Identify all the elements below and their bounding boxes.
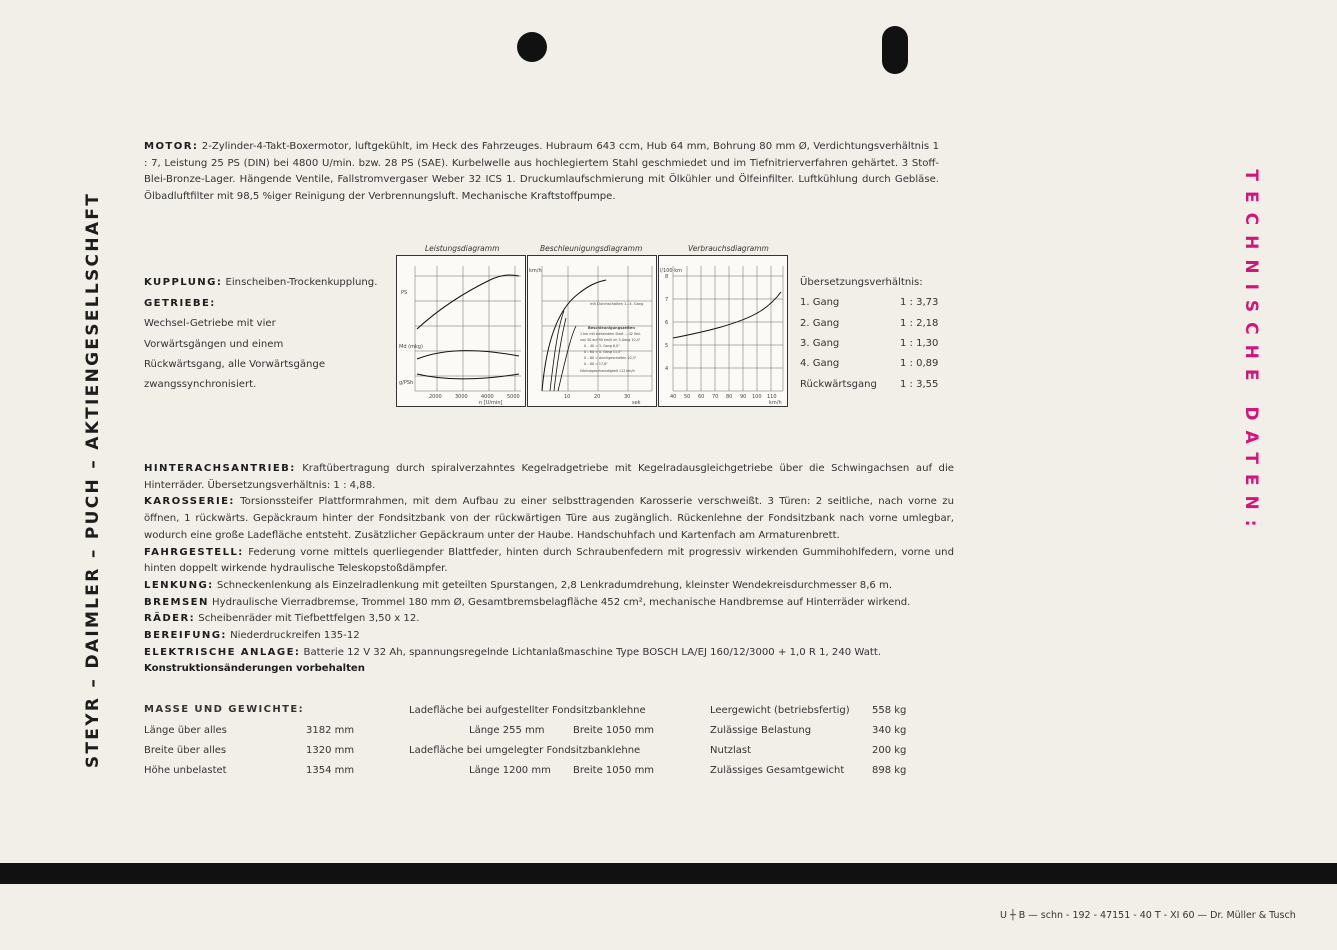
ladeflaeche-2-laenge: Länge 1200 mm xyxy=(469,765,551,776)
verbrauch-xtick: 50 xyxy=(684,394,691,400)
verbrauch-xunit: km/h xyxy=(769,400,782,406)
hoehe-label: Höhe unbelastet xyxy=(144,765,227,776)
ladeflaeche-1-title: Ladefläche bei aufgestellter Fondsitzbanklehne xyxy=(409,705,646,716)
punch-hole-left xyxy=(517,32,547,62)
verbrauch-ytick: 6 xyxy=(665,320,669,326)
leistung-xtick: 4000 xyxy=(481,394,494,400)
verbrauch-ytick: 4 xyxy=(665,366,669,372)
verbrauch-chart xyxy=(658,255,788,407)
leistung-xtick: 3000 xyxy=(455,394,468,400)
verbrauch-xtick: 60 xyxy=(698,394,705,400)
beschleunigung-note: Beschleunigungszeiten xyxy=(588,326,635,330)
beschleunigung-note: von 50 auf 90 km/h im 3.Gang 10,4" xyxy=(580,338,641,342)
gear-row: Rückwärtsgang 1 : 3,55 xyxy=(800,379,939,390)
bremsen-section: BREMSEN Hydraulische Vierradbremse, Trommel 180 mm Ø, Gesamtbremsbelagfläche 452 cm², mechanische Handbremse auf Hinterräder wirkend. xyxy=(144,596,911,608)
breite-label: Breite über alles xyxy=(144,745,227,756)
bereifung-section: BEREIFUNG: Niederdruckreifen 135-12 xyxy=(144,630,360,642)
vorbehalt-note: Konstruktionsänderungen vorbehalten xyxy=(144,663,365,675)
lenkung-section: LENKUNG: Schneckenlenkung als Einzelradlenkung mit geteilten Spurstangen, 2,8 Lenkradumdrehung, kleinster Wendekreisdurchmesser 8,6 m. xyxy=(144,579,893,591)
getriebe-section: GETRIEBE: Wechsel-Getriebe mit vier Vorwärtsgängen und einem Rückwärtsgang, alle Vorwärtsgänge zwangssynchronisiert. xyxy=(144,298,326,391)
masse-title: MASSE UND GEWICHTE: xyxy=(144,704,304,715)
beschleunigung-note: 0 – 40 = 3. Gang 6,0" xyxy=(584,344,620,348)
beschleunigung-note: mit Durchschalten 1.–4. Gang xyxy=(590,302,644,306)
gesamtgewicht-value: 898 kg xyxy=(872,765,907,776)
beschleunigung-yunit: km/h xyxy=(529,268,542,274)
beschleunigung-note: Höchstgeschwindigkeit 112 km/h xyxy=(580,369,635,373)
punch-hole-right xyxy=(882,26,908,74)
verbrauch-xtick: 80 xyxy=(726,394,733,400)
spec-block xyxy=(144,461,954,678)
beschleunigung-xtick: 20 xyxy=(594,394,601,400)
fahrgestell-section: FAHRGESTELL: Federung vorne mittels querliegender Blattfeder, hinten durch Schraubenfedern mit progressiv wirkenden Gummihohlfedern, vorne und hinten doppelt wirkende hydraulische Teleskopstoßdämpfer. xyxy=(144,546,954,575)
beschleunigung-xtick: 30 xyxy=(624,394,631,400)
ladeflaeche-1-laenge: Länge 255 mm xyxy=(469,725,545,736)
beschleunigung-note: 1 km mit stehendem Start ... 42 Sek. xyxy=(580,332,642,336)
ladeflaeche-1-breite: Breite 1050 mm xyxy=(573,725,655,736)
ladeflaeche-2-breite: Breite 1050 mm xyxy=(573,765,655,776)
verbrauch-ytick: 5 xyxy=(665,343,669,349)
leistung-xtick: 2000 xyxy=(429,394,442,400)
karosserie-section: KAROSSERIE: Torsionssteifer Plattformrahmen, mit dem Aufbau zu einer selbsttragenden Karosserie verschweißt. 3 Türen: 2 seitliche, nach vorne zu öffnen, 1 rückwärts. Gepäckraum hinter der Fondsitzbank von der rückwärtigen Türe aus zugänglich. Rückenlehne der Fondsitzbank nach vorne umlegbar, wodurch eine große Ladefläche entsteht. Zusätzlicher Gepäckraum unter der Haube. Handschuhfach und Kartenfach am Armaturenbrett. xyxy=(144,496,954,541)
beschleunigung-chart xyxy=(527,255,657,407)
nutzlast-label: Nutzlast xyxy=(710,745,752,756)
belastung-value: 340 kg xyxy=(872,725,907,736)
kupplung-section: KUPPLUNG: Einscheiben-Trockenkupplung. xyxy=(144,277,378,288)
raeder-section: RÄDER: Scheibenräder mit Tiefbettfelgen 3,50 x 12. xyxy=(144,613,420,625)
ladeflaeche-2-title: Ladefläche bei umgelegter Fondsitzbanklehne xyxy=(409,745,641,756)
leistung-ylabel-md: Md (mkg) xyxy=(399,344,423,350)
beschleunigung-xtick: 10 xyxy=(564,394,571,400)
technical-data-vertical-title: TECHNISCHE DATEN: xyxy=(1241,169,1261,537)
laenge-value: 3182 mm xyxy=(306,725,355,736)
verbrauch-chart-title: Verbrauchsdiagramm xyxy=(688,244,769,253)
elektrik-section: ELEKTRISCHE ANLAGE: Batterie 12 V 32 Ah, spannungsregelnde Lichtanlaßmaschine Type BOSCH LA/EJ 160/12/3000 + 1,0 R 1, 240 Watt. xyxy=(144,646,882,658)
verbrauch-xtick: 110 xyxy=(767,394,777,400)
leistung-xtick: 5000 xyxy=(507,394,520,400)
verbrauch-yunit: l/100 km xyxy=(660,268,682,274)
leistung-ylabel-gpsh: g/PSh xyxy=(399,380,414,386)
leergewicht-value: 558 kg xyxy=(872,705,907,716)
gear-row: 4. Gang 1 : 0,89 xyxy=(800,358,939,369)
beschleunigung-chart-title: Beschleunigungsdiagramm xyxy=(540,244,643,253)
leistung-chart-title: Leistungsdiagramm xyxy=(425,244,500,253)
belastung-label: Zulässige Belastung xyxy=(710,725,812,736)
verbrauch-xtick: 70 xyxy=(712,394,719,400)
bottom-black-bar xyxy=(0,863,1337,884)
verbrauch-ytick: 7 xyxy=(665,297,669,303)
gear-row: 1. Gang 1 : 3,73 xyxy=(800,297,939,308)
nutzlast-value: 200 kg xyxy=(872,745,907,756)
verbrauch-xtick: 100 xyxy=(752,394,762,400)
breite-value: 1320 mm xyxy=(306,745,355,756)
laenge-label: Länge über alles xyxy=(144,725,227,736)
company-vertical-title: STEYR – DAIMLER – PUCH – AKTIENGESELLSCHAFT xyxy=(83,191,103,769)
hinterachs-section: HINTERACHSANTRIEB: Kraftübertragung durch spiralverzahntes Kegelradgetriebe mit Kegelradausgleichgetriebe über die Schwingachsen auf die Hinterräder. Übersetzungsverhältnis: 1 : 4,88. xyxy=(144,463,954,491)
beschleunigung-xunit: sek xyxy=(632,400,641,406)
verbrauch-xtick: 40 xyxy=(670,394,677,400)
printer-footer: U ┼ B — schn - 192 - 47151 - 40 T - XI 60 — Dr. Müller & Tusch xyxy=(1000,910,1296,921)
beschleunigung-note: 0 – 60 = durchgeschalten 10,3" xyxy=(584,356,637,360)
leistung-xunit: n [U/min] xyxy=(479,400,503,406)
gear-ratio-title: Übersetzungsverhältnis: xyxy=(800,277,923,288)
hoehe-value: 1354 mm xyxy=(306,765,355,776)
verbrauch-ytick: 8 xyxy=(665,274,669,280)
leergewicht-label: Leergewicht (betriebsfertig) xyxy=(710,705,850,716)
leistung-ylabel-ps: PS xyxy=(401,290,408,296)
motor-section: MOTOR: 2-Zylinder-4-Takt-Boxermotor, luftgekühlt, im Heck des Fahrzeuges. Hubraum 643 ccm, Hub 64 mm, Bohrung 80 mm Ø, Verdichtungsverhältnis 1 : 7, Leistung 25 PS (DIN) bei 4800 U/min. bzw. 28 PS (SAE). Kurbelwelle aus hochlegiertem Stahl geschmiedet und im Tiefnitrierverfahren gehärtet. 3 Stoff-Blei-Bronze-Lager. Hängende Ventile, Fallstromvergaser Weber 32 ICS 1. Druckumlaufschmierung mit Ölkühler und Ölfeinfilter. Luftkühlung durch Gebläse. Ölbadluftfilter mit 98,5 %iger Reinigung der Verbrennungsluft. Mechanische Kraftstoffpumpe. xyxy=(144,141,939,202)
gear-row: 2. Gang 1 : 2,18 xyxy=(800,318,939,329)
gear-row: 3. Gang 1 : 1,30 xyxy=(800,338,939,349)
gesamtgewicht-label: Zulässiges Gesamtgewicht xyxy=(710,765,845,776)
beschleunigung-note: 0 – 60 = 4. Gang 11,5" xyxy=(584,350,622,354)
verbrauch-xtick: 90 xyxy=(740,394,747,400)
beschleunigung-note: 0 – 80 = 17,6" xyxy=(584,362,608,366)
leistung-chart xyxy=(396,255,526,407)
